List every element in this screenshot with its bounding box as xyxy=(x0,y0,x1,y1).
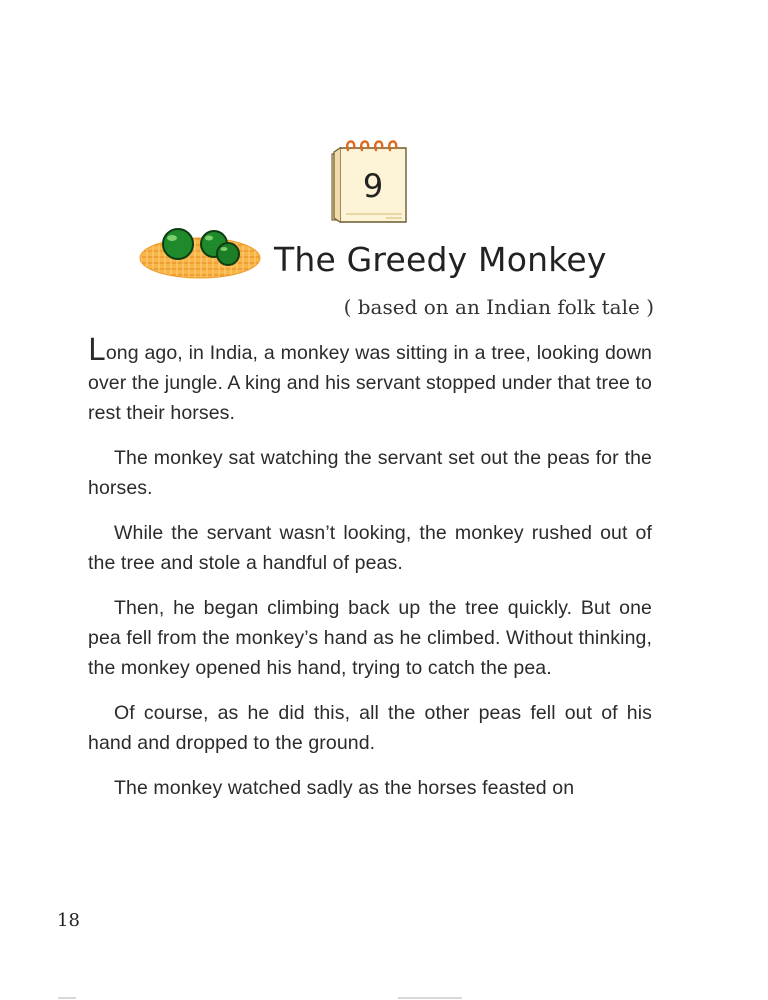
scan-edge-mark xyxy=(398,997,462,999)
calendar-page-icon xyxy=(326,134,410,226)
story-paragraph: Then, he began climbing back up the tree quickly. But one pea fell from the monkey’s hand as he climbed. Without thinking, the monkey opened his hand, trying to catch the pea. xyxy=(88,597,652,679)
story-paragraph xyxy=(88,333,652,428)
story-paragraph: The monkey sat watching the servant set out the peas for the horses. xyxy=(88,447,652,499)
chapter-number: 9 xyxy=(362,167,384,205)
scan-edge-mark xyxy=(58,997,76,999)
story-paragraph-text: ong ago, in India, a monkey was sitting in a tree, looking down over the jungle. A king and his servant stopped under that tree to rest their horses. xyxy=(88,342,652,424)
story-paragraph: Of course, as he did this, all the other peas fell out of his hand and dropped to the ground. xyxy=(88,702,652,754)
chapter-title: The Greedy Monkey xyxy=(274,240,607,279)
story-text xyxy=(88,333,652,818)
page-number: 18 xyxy=(57,910,80,931)
drop-cap: L xyxy=(88,333,105,368)
story-paragraph: The monkey watched sadly as the horses feasted on xyxy=(114,777,575,799)
green-peas-icon xyxy=(138,218,264,288)
story-paragraph: While the servant wasn’t looking, the monkey rushed out of the tree and stole a handful of peas. xyxy=(88,522,652,574)
chapter-subtitle: ( based on an Indian folk tale ) xyxy=(343,295,654,319)
